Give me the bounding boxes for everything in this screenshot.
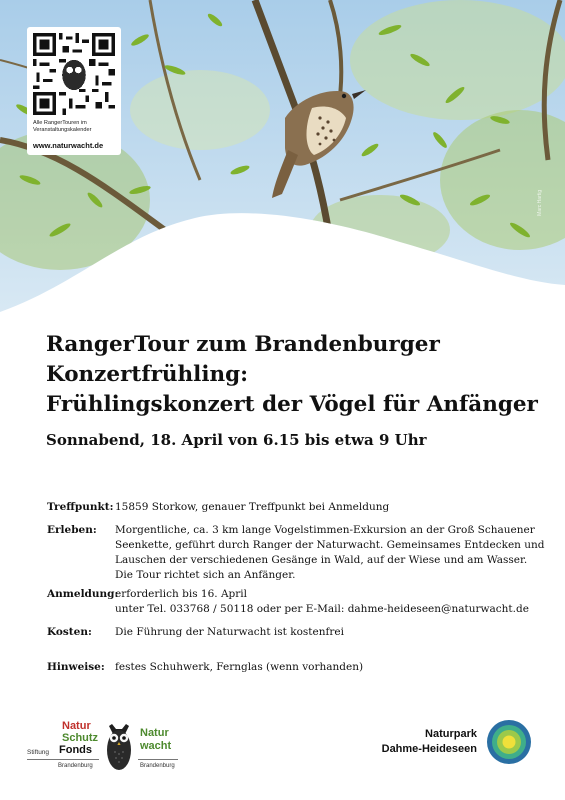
- kosten-label: Kosten:: [47, 626, 92, 638]
- treffpunkt-value: 15859 Storkow, genauer Treffpunkt bei Anmeldung: [115, 501, 390, 513]
- website-link[interactable]: www.naturwacht.de: [33, 141, 104, 150]
- naturwacht-divider: [138, 759, 178, 760]
- qr-card: [27, 27, 121, 155]
- nsf-divider: [27, 759, 99, 760]
- nsf-logo-natur: Natur: [62, 720, 91, 732]
- nsf-stiftung-label: Stiftung: [27, 749, 50, 756]
- hinweise-value: festes Schuhwerk, Fernglas (wenn vorhanden): [115, 661, 364, 673]
- nsf-logo-fonds: Fonds: [59, 744, 92, 756]
- owl-icon: [104, 720, 134, 772]
- qr-code[interactable]: [33, 33, 115, 115]
- naturwacht-logo-natur: Natur: [140, 727, 169, 739]
- anmeldung-label: Anmeldung:: [47, 588, 119, 600]
- qr-caption-line2: Veranstaltungskalender: [33, 127, 92, 133]
- hinweise-label: Hinweise:: [47, 661, 105, 673]
- naturpark-name-line2: Dahme-Heideseen: [381, 743, 477, 755]
- nsf-logo-schutz: Schutz: [62, 732, 99, 744]
- naturpark-name-line1: Naturpark: [425, 728, 477, 740]
- erleben-line: Lauschen der verschiedenen Gesänge in Wald, auf der Wiese und am Wasser.: [115, 554, 528, 566]
- title-line-3: Frühlingskonzert der Vögel für Anfänger: [46, 392, 538, 417]
- nsf-brandenburg-label: Brandenburg: [58, 763, 93, 769]
- erleben-line: Morgentliche, ca. 3 km lange Vogelstimmen-Exkursion an der Groß Schauener: [115, 524, 535, 536]
- treffpunkt-label: Treffpunkt:: [47, 501, 114, 513]
- erleben-line: Seenkette, geführt durch Ranger der Naturwacht. Gemeinsames Entdecken und: [115, 539, 545, 551]
- title-line-1: RangerTour zum Brandenburger: [46, 332, 440, 357]
- kosten-value: Die Führung der Naturwacht ist kostenfrei: [115, 626, 344, 638]
- erleben-line: Die Tour richtet sich an Anfänger.: [115, 569, 296, 581]
- erleben-label: Erleben:: [47, 524, 97, 536]
- naturwacht-brandenburg-label: Brandenburg: [140, 763, 175, 769]
- event-title: [46, 330, 536, 420]
- photo-credit: Marc Hartig: [537, 190, 543, 216]
- anmeldung-line: erforderlich bis 16. April: [115, 588, 247, 600]
- naturwacht-logo-wacht: wacht: [140, 740, 172, 752]
- sponsor-logos: [0, 700, 565, 800]
- anmeldung-value: [115, 587, 527, 617]
- qr-caption-line1: Alle RangerTouren im: [33, 120, 87, 126]
- title-line-2: Konzertfrühling:: [46, 362, 249, 387]
- erleben-value: [115, 523, 545, 583]
- event-date: Sonnabend, 18. April von 6.15 bis etwa 9 Uhr: [46, 431, 427, 449]
- anmeldung-line: unter Tel. 033768 / 50118 oder per E-Mail: dahme-heideseen@naturwacht.de: [115, 603, 529, 615]
- hero-photo: [0, 0, 565, 320]
- naturpark-logo-icon: [486, 719, 532, 765]
